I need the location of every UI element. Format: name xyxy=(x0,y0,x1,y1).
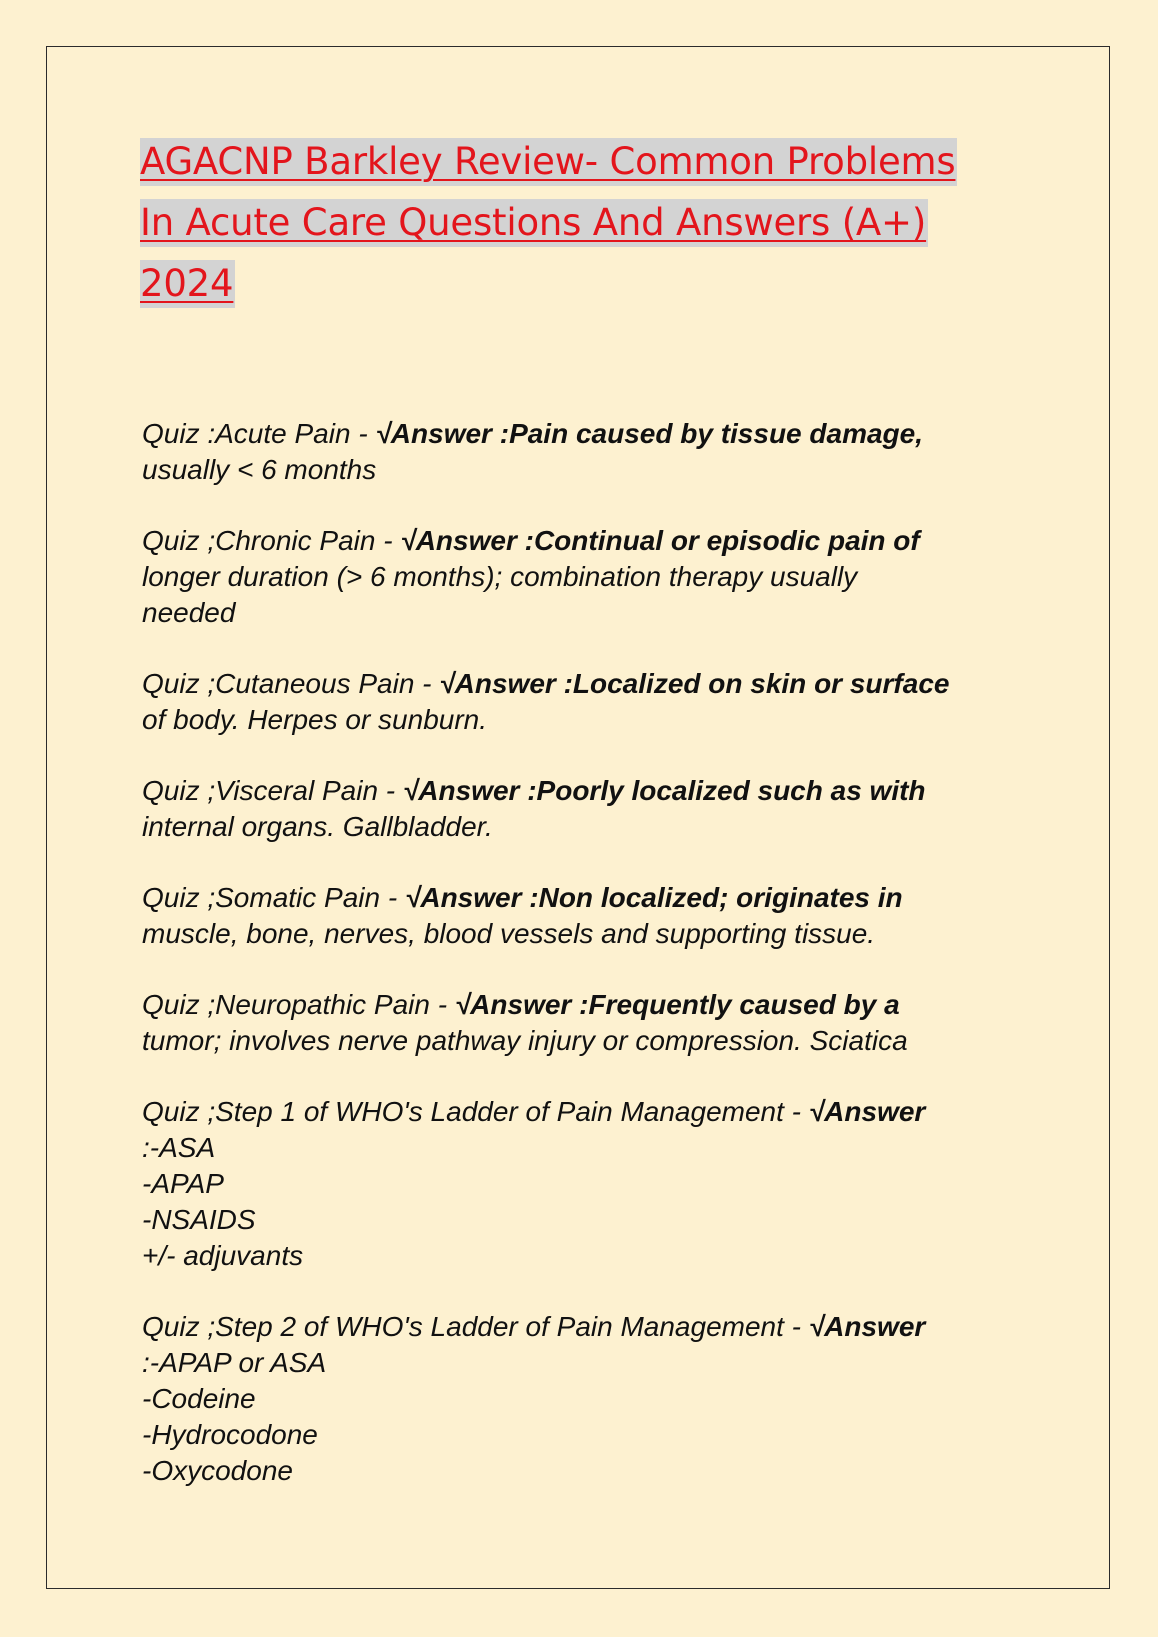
question-text: Quiz ;Step 2 of WHO's Ladder of Pain Management - xyxy=(142,1311,809,1342)
question-text: Quiz :Acute Pain - xyxy=(142,418,376,449)
question-text: Quiz ;Cutaneous Pain - xyxy=(142,668,440,699)
qa-item xyxy=(142,987,1022,1059)
answer-text-bold: Pain caused by tissue damage, xyxy=(509,418,924,449)
title-line-2: In Acute Care Questions And Answers (A+) xyxy=(140,199,928,247)
answer-text-bold: Localized on skin or surface xyxy=(572,668,950,699)
answer-label: √Answer : xyxy=(375,418,510,449)
answer-text: :-ASA -APAP -NSAIDS +/- adjuvants xyxy=(142,1132,304,1271)
question-text: Quiz ;Chronic Pain - xyxy=(142,525,401,556)
answer-text: :-APAP or ASA -Codeine -Hydrocodone -Oxycodone xyxy=(142,1347,327,1486)
qa-item xyxy=(142,1309,1022,1489)
answer-text: usually < 6 months xyxy=(142,454,377,485)
answer-text: internal organs. Gallbladder. xyxy=(142,811,493,842)
answer-label: √Answer xyxy=(808,1096,926,1127)
answer-text: tumor; involves nerve pathway injury or compression. Sciatica xyxy=(142,1025,908,1056)
answer-text: muscle, bone, nerves, blood vessels and supporting tissue. xyxy=(142,918,876,949)
document-title xyxy=(140,138,1020,321)
title-line-3: 2024 xyxy=(140,260,235,308)
qa-item xyxy=(142,666,1022,738)
question-text: Quiz ;Somatic Pain - xyxy=(142,882,405,913)
answer-label: √Answer : xyxy=(404,882,539,913)
answer-label: √Answer xyxy=(808,1311,926,1342)
title-line-1: AGACNP Barkley Review- Common Problems xyxy=(140,138,957,186)
qa-item xyxy=(142,773,1022,845)
answer-label: √Answer : xyxy=(400,525,534,556)
answer-text-bold: Continual or episodic pain of xyxy=(533,525,920,556)
qa-item xyxy=(142,1094,1022,1274)
qa-list xyxy=(142,416,1022,1524)
question-text: Quiz ;Visceral Pain - xyxy=(142,775,403,806)
qa-item xyxy=(142,523,1022,631)
qa-item xyxy=(142,880,1022,952)
answer-label: √Answer : xyxy=(402,775,537,806)
answer-text: of body. Herpes or sunburn. xyxy=(142,704,488,735)
question-text: Quiz ;Step 1 of WHO's Ladder of Pain Management - xyxy=(142,1096,809,1127)
answer-text: longer duration (> 6 months); combination therapy usually needed xyxy=(142,561,858,628)
qa-item xyxy=(142,416,1022,488)
answer-text-bold: Non localized; originates in xyxy=(538,882,903,913)
question-text: Quiz ;Neuropathic Pain - xyxy=(142,989,455,1020)
answer-label: √Answer : xyxy=(439,668,573,699)
answer-label: √Answer : xyxy=(454,989,589,1020)
answer-text-bold: Poorly localized such as with xyxy=(536,775,926,806)
answer-text-bold: Frequently caused by a xyxy=(588,989,900,1020)
